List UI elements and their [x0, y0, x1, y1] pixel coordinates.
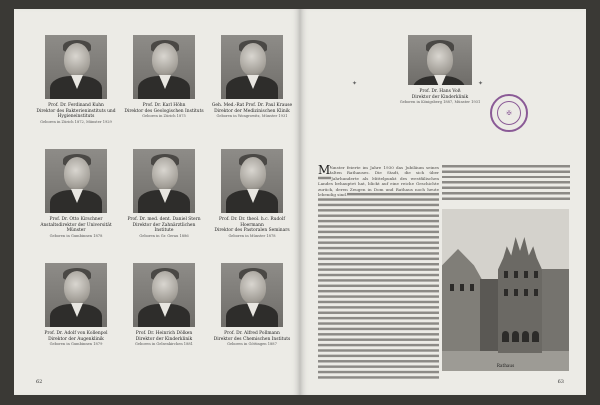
library-stamp-icon	[490, 94, 528, 132]
portrait-name: Prof. Dr. Heinrich Dölken	[135, 331, 193, 336]
portrait-name: Prof. Dr. Karl Höhn	[142, 103, 186, 108]
right-page	[300, 9, 586, 395]
portrait-card	[35, 149, 117, 260]
portrait-name: Prof. Dr. Adolf von Kollenpol	[44, 331, 108, 336]
portrait-photo	[408, 35, 472, 85]
portrait-card	[211, 35, 293, 146]
stamp-seal: ✠	[497, 101, 521, 125]
article-text	[318, 165, 439, 381]
portrait-life: Geboren in Gumbinnen 1879	[49, 342, 103, 346]
portrait-photo	[221, 149, 283, 213]
ornament-icon: ✦	[478, 80, 484, 87]
portrait-role: Direktor der Augenklinik	[48, 336, 104, 342]
left-page	[14, 9, 300, 395]
portrait-name: Geh. Med.-Rat Prof. Dr. Paul Krause	[211, 103, 293, 108]
portrait-photo	[133, 263, 195, 327]
portrait-card	[35, 263, 117, 374]
townhall-photo	[442, 209, 569, 371]
portrait-card	[123, 35, 205, 146]
page-number: 62	[36, 379, 43, 385]
portrait-photo	[133, 149, 195, 213]
ornament-icon: ✦	[352, 80, 358, 87]
portrait-life: Geboren in Königsberg 1887, Münster 1931	[399, 100, 481, 105]
portrait-role: Direktor des Pastoralen Seminars	[214, 228, 290, 233]
portrait-life: Geboren in Zürich 1875	[142, 114, 186, 118]
photo-caption: Rathaus	[496, 363, 515, 368]
portrait-photo	[133, 35, 195, 99]
portrait-role: Direktor des Geologischen Instituts	[124, 108, 204, 114]
portrait-role: Direktor der Zahnärztlichen Institute	[132, 222, 196, 233]
portrait-card	[123, 149, 205, 260]
portrait-card	[211, 263, 293, 374]
portrait-life: Geboren in Gumbinnen 1878	[49, 233, 103, 238]
portrait-name: Prof. Dr. med. dent. Daniel Stern	[127, 217, 201, 222]
portrait-role: Direktor der Medizinischen Klinik	[214, 108, 290, 114]
portrait-name: Prof. Dr. Otto Kirschner	[49, 217, 103, 222]
portrait-life: Geboren in Gr. Gerau 1886	[139, 233, 189, 238]
portrait-name: Prof. Dr. Alfred Pollmann	[224, 331, 280, 336]
portrait-name: Prof. Dr. Hans Voß	[419, 89, 461, 95]
portrait-role: Direktor des Chemischen Instituts	[213, 336, 291, 342]
article-text-column	[442, 165, 570, 201]
portrait-name: Prof. Dr. Ferdinand Kuhn	[48, 103, 104, 108]
portrait-role: Direktor der Kinderklinik	[135, 336, 193, 342]
portrait-photo	[45, 149, 107, 213]
article-initial: M	[318, 165, 331, 177]
portrait-life: Geboren in Wongrowitz, Münster 1931	[216, 114, 288, 118]
portrait-role: Direktor der Kinderklinik	[411, 94, 469, 100]
portrait-life: Geboren in Münster 1878	[228, 233, 276, 238]
portrait-name: Prof. Dr. Dr. theol. h.c. Rudolf Hoermann	[219, 217, 285, 228]
portrait-photo	[45, 35, 107, 99]
portrait-role: Direktor des Bakterieninstituts und Hygieneinstituts	[36, 108, 116, 119]
portrait-life: Geboren in Gelsenkirchen 1881	[135, 342, 193, 346]
portrait-life: Geboren in Göttingen 1887	[227, 342, 277, 346]
portrait-card	[211, 149, 293, 260]
portrait-card	[123, 263, 205, 374]
portrait-photo	[221, 35, 283, 99]
article-body: ünster feierte im Jahre 1930 das Jubiläum seines alten Rathauses. Die Stadt, die sich über Jahrhunderte als Mittelpunkt des westfälischen Landes behauptet hat, blickt auf eine reiche Geschichte zurück, deren Zeugen in Dom und Rathaus noch heute lebendig sind.	[318, 165, 439, 198]
portrait-role: Anstaltsdirektor der Universität Münster	[40, 222, 112, 233]
portrait-card	[35, 35, 117, 146]
portrait-grid	[35, 35, 293, 374]
portrait-photo	[45, 263, 107, 327]
portrait-card	[399, 35, 481, 105]
page-number: 63	[557, 379, 564, 385]
portrait-life: Geboren in Zürich 1872, Münster 1929	[40, 119, 112, 124]
portrait-photo	[221, 263, 283, 327]
